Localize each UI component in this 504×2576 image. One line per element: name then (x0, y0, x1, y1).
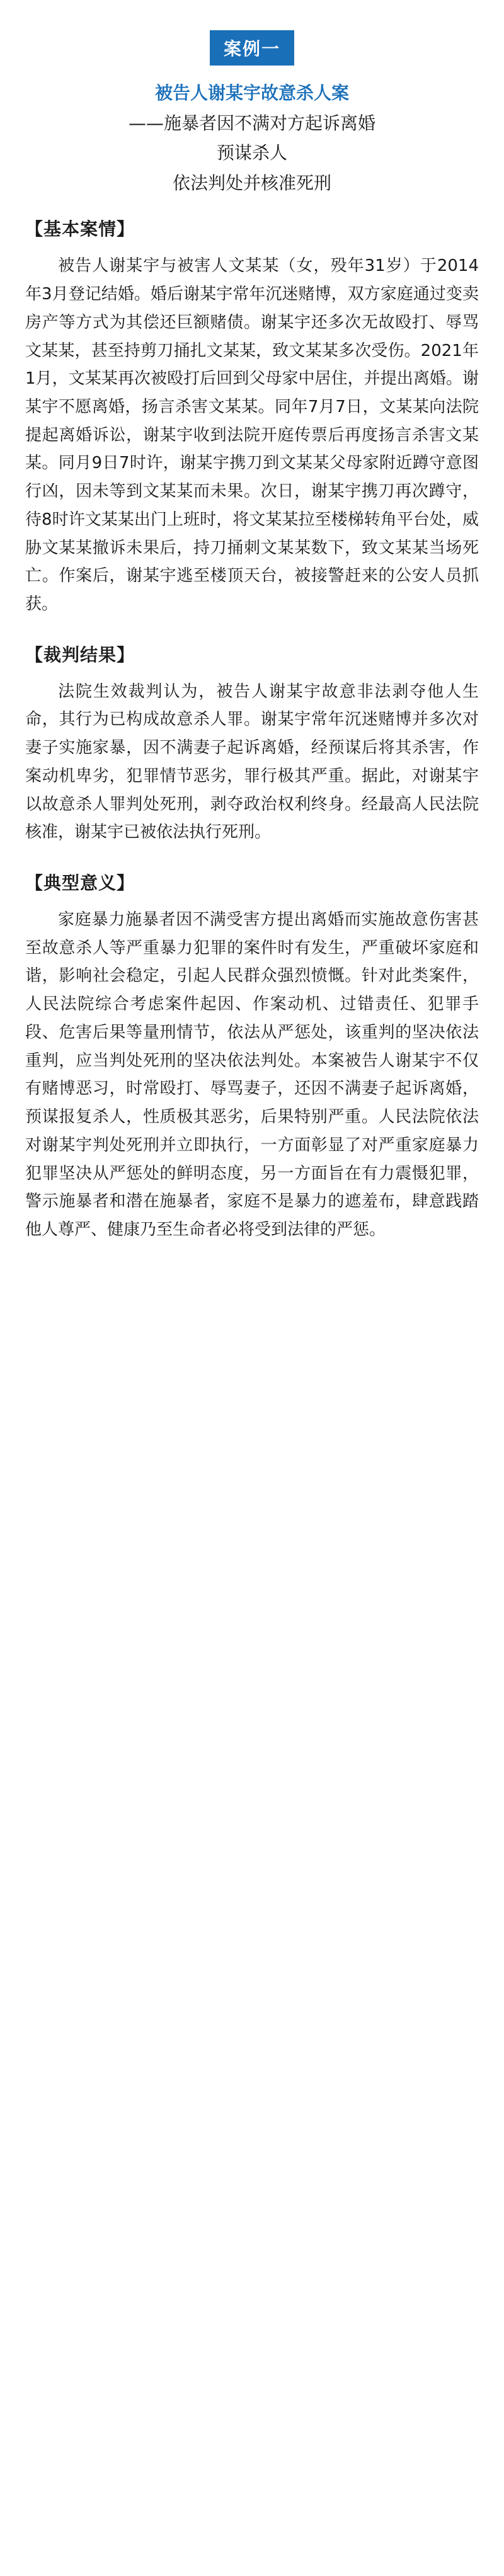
article-page (0, 0, 504, 1285)
section-spacer (25, 619, 479, 624)
basic-facts-paragraph: 被告人谢某宇与被害人文某某（女，殁年31岁）于2014年3月登记结婚。婚后谢某宇常年沉迷赌博，双方家庭通过变卖房产等方式为其偿还巨额赌债。谢某宇还多次无故殴打、辱骂文某某，甚至持剪刀捅扎文某某，致文某某多次受伤。2021年1月，文某某再次被殴打后回到父母家中居住，并提出离婚。谢某宇不愿离婚，扬言杀害文某某。同年7月7日，文某某向法院提起离婚诉讼，谢某宇收到法院开庭传票后再度扬言杀害文某某。同月9日7时许，谢某宇携刀到文某某父母家附近蹲守意图行凶，因未等到文某某而未果。次日，谢某宇携刀再次蹲守，待8时许文某某出门上班时，将文某某拉至楼梯转角平台处，威胁文某某撤诉未果后，持刀捅刺文某某数下，致文某某当场死亡。作案后，谢某宇逃至楼顶天台，被接警赶来的公安人员抓获。 (25, 256, 479, 614)
case-subtitle-2: 预谋杀人 (216, 142, 287, 164)
case-subtitle-3: 依法判处并核准死刑 (172, 172, 331, 193)
case-badge: 案例一 (210, 30, 294, 66)
case-title: 被告人谢某宇故意杀人案 (154, 83, 349, 103)
basic-facts-heading: 【基本案情】 (25, 219, 135, 240)
section-spacer (25, 847, 479, 852)
case-subtitle-1: ——施暴者因不满对方起诉离婚 (128, 112, 375, 134)
significance-heading: 【典型意义】 (25, 873, 135, 894)
title-block (25, 78, 479, 198)
case-badge-wrapper (25, 30, 479, 66)
verdict-heading: 【裁判结果】 (25, 644, 135, 665)
verdict-paragraph: 法院生效裁判认为，被告人谢某宇故意非法剥夺他人生命，其行为已构成故意杀人罪。谢某宇常年沉迷赌博并多次对妻子实施家暴，因不满妻子起诉离婚，经预谋后将其杀害，作案动机卑劣，犯罪情节恶劣，罪行极其严重。据此，对谢某宇以故意杀人罪判处死刑，剥夺政治权利终身。经最高人民法院核准，谢某宇已被依法执行死刑。 (25, 682, 479, 842)
significance-paragraph: 家庭暴力施暴者因不满受害方提出离婚而实施故意伤害甚至故意杀人等严重暴力犯罪的案件时有发生，严重破坏家庭和谐，影响社会稳定，引起人民群众强烈愤慨。针对此类案件，人民法院综合考虑案件起因、作案动机、过错责任、犯罪手段、危害后果等量刑情节，依法从严惩处，该重判的坚决依法重判，应当判处死刑的坚决依法判处。本案被告人谢某宇不仅有赌博恶习，时常殴打、辱骂妻子，还因不满妻子起诉离婚，预谋报复杀人，性质极其恶劣，后果特别严重。人民法院依法对谢某宇判处死刑并立即执行，一方面彰显了对严重家庭暴力犯罪坚决从严惩处的鲜明态度，另一方面旨在有力震慑犯罪，警示施暴者和潜在施暴者，家庭不是暴力的遮羞布，肆意践踏他人尊严、健康乃至生命者必将受到法律的严惩。 (25, 910, 479, 1239)
